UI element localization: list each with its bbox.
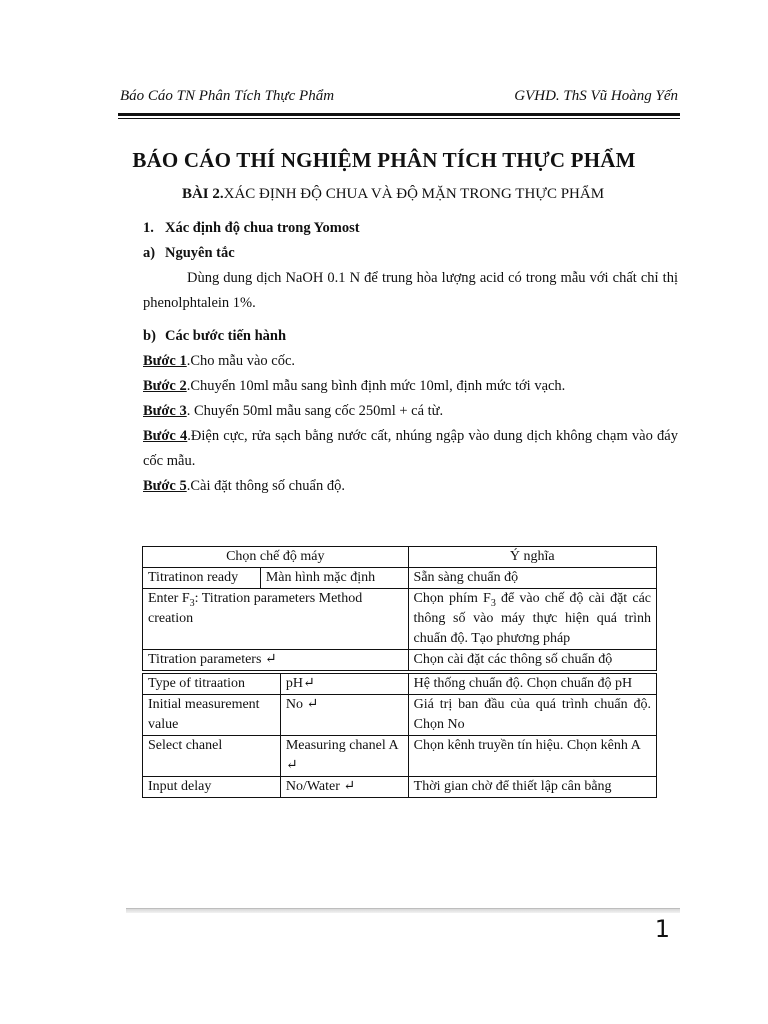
section-b-heading xyxy=(143,324,678,349)
table-cell: Measuring chanel A ↵ xyxy=(280,736,408,777)
step-4-label: Bước 4 xyxy=(143,428,188,444)
step-4 xyxy=(143,424,678,474)
document-body xyxy=(143,216,678,499)
step-5 xyxy=(143,474,678,499)
table-cell: Input delay xyxy=(143,777,281,798)
table-cell: Select chanel xyxy=(143,736,281,777)
report-title: BÁO CÁO THÍ NGHIỆM PHÂN TÍCH THỰC PHẨM xyxy=(132,148,636,172)
titration-settings-table-continued xyxy=(142,673,657,798)
table-cell: pH↵ xyxy=(280,674,408,695)
table-row xyxy=(143,736,657,777)
section-1-number: 1. xyxy=(143,220,154,236)
table-cell: Chọn kênh truyền tín hiệu. Chọn kênh A xyxy=(408,736,656,777)
section-a-label: a) xyxy=(143,245,156,261)
table-cell: Initial measurement value xyxy=(143,695,281,736)
step-5-text: .Cài đặt thông số chuẩn độ. xyxy=(186,478,345,494)
table-row xyxy=(143,650,657,671)
table-cell: Thời gian chờ để thiết lập cân bằng xyxy=(408,777,656,798)
table-cell: Giá trị ban đầu của quá trình chuẩn độ. Chọn No xyxy=(408,695,656,736)
table-header-mode: Chọn chế độ máy xyxy=(143,547,409,568)
table-cell: Type of titraation xyxy=(143,674,281,695)
step-3-text: . Chuyển 50ml mẫu sang cốc 250ml + cá từ. xyxy=(186,403,444,419)
lesson-title: XÁC ĐỊNH ĐỘ CHUA VÀ ĐỘ MẶN TRONG THỰC PHẨM xyxy=(223,186,605,202)
section-1-heading xyxy=(143,216,678,241)
table-cell: No/Water ↵ xyxy=(280,777,408,798)
step-2 xyxy=(143,374,678,399)
table-row xyxy=(143,777,657,798)
principle-paragraph: Dùng dung dịch NaOH 0.1 N để trung hòa lượng acid có trong mẫu với chất chỉ thị phenolphtalein 1%. xyxy=(143,270,678,311)
step-4-text: .Điện cực, rửa sạch bằng nước cất, nhúng ngập vào dung dịch không chạm vào đáy cốc mẫu. xyxy=(143,428,678,469)
table-header-meaning: Ý nghĩa xyxy=(408,547,656,568)
section-b-title: Các bước tiến hành xyxy=(165,328,287,344)
table-row xyxy=(143,674,657,695)
step-1-text: .Cho mẫu vào cốc. xyxy=(186,353,296,369)
lesson-number: BÀI 2. xyxy=(181,186,224,202)
table-cell: Chọn cài đặt các thông số chuẩn độ xyxy=(408,650,656,671)
page-header xyxy=(120,88,678,105)
step-2-label: Bước 2 xyxy=(143,378,187,394)
table-header-row xyxy=(143,547,657,568)
section-a-title: Nguyên tắc xyxy=(165,245,235,261)
section-b-label: b) xyxy=(143,328,156,344)
step-2-text: .Chuyển 10ml mẫu sang bình định mức 10ml, định mức tới vạch. xyxy=(186,378,566,394)
table-row xyxy=(143,695,657,736)
lesson-subtitle xyxy=(0,186,768,203)
table-cell: Titration parameters ↵ xyxy=(143,650,409,671)
header-divider xyxy=(118,113,680,119)
table-cell: Enter $F_3$: Titration parameters Method creation xyxy=(143,589,409,650)
table-cell: Sẵn sàng chuẩn độ xyxy=(408,568,656,589)
step-3-label: Bước 3 xyxy=(143,403,187,419)
page-number: 1 xyxy=(654,915,670,943)
section-a-heading xyxy=(143,241,678,266)
footer-divider xyxy=(126,908,680,913)
titration-settings-table xyxy=(142,546,657,671)
table-cell: Chọn phím $F_3$ để vào chế độ cài đặt các thông số vào máy thực hiện quá trình chuẩn độ. Tạo phương pháp xyxy=(408,589,656,650)
step-3 xyxy=(143,399,678,424)
step-5-label: Bước 5 xyxy=(143,478,187,494)
step-1-label: Bước 1 xyxy=(143,353,187,369)
table-row xyxy=(143,568,657,589)
table-row xyxy=(143,589,657,650)
step-1 xyxy=(143,349,678,374)
table-cell: No ↵ xyxy=(280,695,408,736)
table-cell: Titratinon ready xyxy=(143,568,261,589)
header-right-text: GVHD. ThS Vũ Hoàng Yến xyxy=(514,88,678,104)
section-1-title: Xác định độ chua trong Yomost xyxy=(165,220,360,236)
header-left-text: Báo Cáo TN Phân Tích Thực Phẩm xyxy=(120,88,335,104)
table-cell: Màn hình mặc định xyxy=(260,568,408,589)
table-cell: Hệ thống chuẩn độ. Chọn chuẩn độ pH xyxy=(408,674,656,695)
